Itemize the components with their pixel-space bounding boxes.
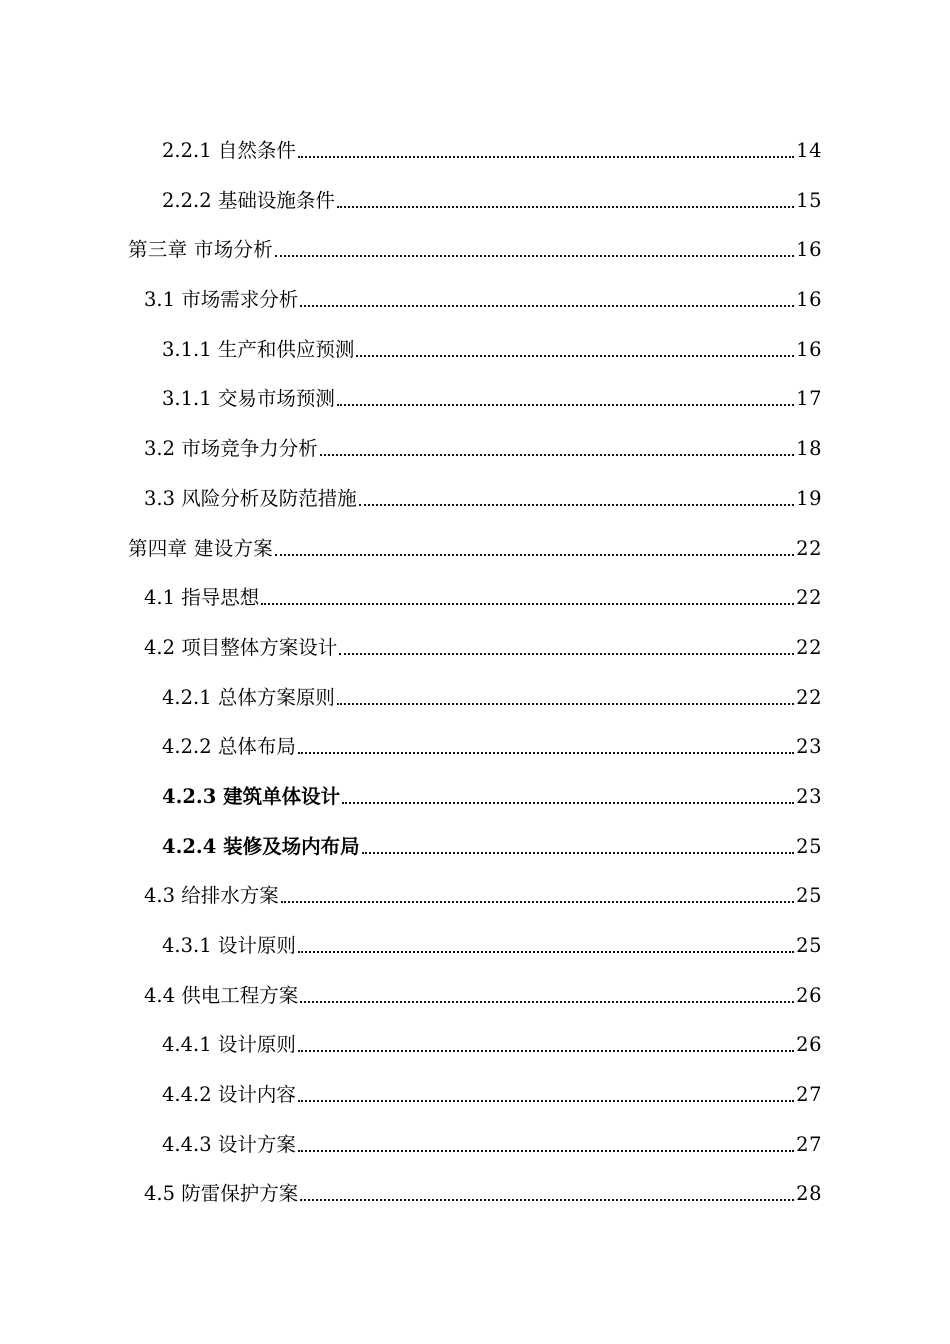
toc-entry-label: 4.4.3 设计方案 <box>162 1132 296 1156</box>
toc-entry-label: 4.2.2 总体布局 <box>162 735 296 759</box>
toc-entry[interactable] <box>0 374 950 424</box>
dot-leader <box>275 553 794 556</box>
toc-entry-label: 3.3 风险分析及防范措施 <box>144 486 357 510</box>
toc-entry[interactable] <box>0 971 950 1021</box>
toc-entry[interactable] <box>0 1020 950 1070</box>
dot-leader <box>281 900 794 903</box>
toc-entry-page: 25 <box>796 934 822 957</box>
toc-entry-page: 14 <box>796 139 822 162</box>
dot-leader <box>298 1099 794 1102</box>
dot-leader <box>362 851 795 854</box>
dot-leader <box>300 1000 794 1003</box>
toc-entry[interactable] <box>0 822 950 872</box>
dot-leader <box>298 155 794 158</box>
toc-entry-label: 第三章 市场分析 <box>128 238 274 262</box>
toc-entry-label: 3.1.1 生产和供应预测 <box>162 337 355 361</box>
dot-leader <box>298 1049 794 1052</box>
toc-entry-label: 3.1.1 交易市场预测 <box>162 387 335 411</box>
toc-entry-label: 4.2 项目整体方案设计 <box>144 635 338 659</box>
toc-entry-label: 4.2.1 总体方案原则 <box>162 685 335 709</box>
toc-entry[interactable] <box>0 1070 950 1120</box>
toc-entry-page: 16 <box>796 337 822 361</box>
toc-entry[interactable] <box>0 424 950 474</box>
dot-leader <box>298 1149 794 1152</box>
toc-chapter-entry[interactable] <box>0 225 950 275</box>
toc-entry-label: 第四章 建设方案 <box>128 536 274 560</box>
toc-entry-page: 22 <box>796 586 822 610</box>
toc-entry[interactable] <box>0 871 950 921</box>
toc-entry-page: 22 <box>796 536 822 560</box>
toc-entry-label: 4.3.1 设计原则 <box>162 934 296 957</box>
dot-leader <box>337 205 794 208</box>
toc-entry-label: 4.2.3 建筑单体设计 <box>162 784 341 808</box>
toc-entry-page: 27 <box>796 1083 822 1107</box>
dot-leader <box>356 354 794 357</box>
toc-entry[interactable] <box>0 176 950 226</box>
dot-leader <box>275 254 794 257</box>
toc-entry-label: 4.3 给排水方案 <box>144 884 279 908</box>
toc-entry-page: 23 <box>796 784 822 808</box>
toc-entry[interactable] <box>0 126 950 176</box>
toc-entry-label: 4.5 防雷保护方案 <box>144 1182 299 1206</box>
dot-leader <box>300 304 794 307</box>
toc-entry-label: 4.1 指导思想 <box>144 586 260 610</box>
toc-entry-page: 18 <box>796 437 822 461</box>
toc-entry[interactable] <box>0 722 950 772</box>
toc-entry[interactable] <box>0 573 950 623</box>
table-of-contents <box>0 126 950 1219</box>
toc-entry-page: 22 <box>796 685 822 709</box>
dot-leader <box>320 453 794 456</box>
toc-entry-label: 4.4.1 设计原则 <box>162 1033 296 1057</box>
dot-leader <box>339 652 794 655</box>
toc-entry-label: 3.1 市场需求分析 <box>144 288 299 312</box>
toc-entry-page: 19 <box>796 486 822 510</box>
toc-entry-page: 25 <box>796 884 822 908</box>
dot-leader <box>298 751 794 754</box>
dot-leader <box>261 602 794 605</box>
toc-entry[interactable] <box>0 275 950 325</box>
toc-entry[interactable] <box>0 474 950 524</box>
toc-entry-label: 3.2 市场竞争力分析 <box>144 437 318 461</box>
toc-entry-page: 16 <box>796 288 822 312</box>
toc-entry-page: 28 <box>796 1182 822 1206</box>
toc-entry[interactable] <box>0 1169 950 1219</box>
dot-leader <box>342 801 794 804</box>
dot-leader <box>359 503 794 506</box>
toc-entry-page: 22 <box>796 635 822 659</box>
toc-entry-page: 17 <box>796 387 822 411</box>
dot-leader <box>337 403 794 406</box>
toc-entry-label: 2.2.2 基础设施条件 <box>162 188 335 212</box>
toc-entry[interactable] <box>0 921 950 971</box>
toc-entry-page: 25 <box>796 834 822 858</box>
toc-entry-label: 4.4.2 设计内容 <box>162 1083 296 1107</box>
toc-entry[interactable] <box>0 772 950 822</box>
toc-chapter-entry[interactable] <box>0 524 950 574</box>
toc-entry-page: 26 <box>796 983 822 1007</box>
toc-entry[interactable] <box>0 325 950 375</box>
toc-entry-label: 2.2.1 自然条件 <box>162 139 296 162</box>
toc-entry-page: 16 <box>796 238 822 262</box>
toc-entry[interactable] <box>0 623 950 673</box>
toc-entry-page: 27 <box>796 1132 822 1156</box>
toc-entry[interactable] <box>0 1120 950 1170</box>
toc-entry-page: 23 <box>796 735 822 759</box>
toc-entry-page: 15 <box>796 188 822 212</box>
toc-entry-label: 4.4 供电工程方案 <box>144 983 299 1007</box>
dot-leader <box>298 950 794 953</box>
toc-entry[interactable] <box>0 673 950 723</box>
dot-leader <box>300 1198 794 1201</box>
toc-entry-page: 26 <box>796 1033 822 1057</box>
dot-leader <box>337 702 794 705</box>
toc-entry-label: 4.2.4 装修及场内布局 <box>162 834 360 858</box>
